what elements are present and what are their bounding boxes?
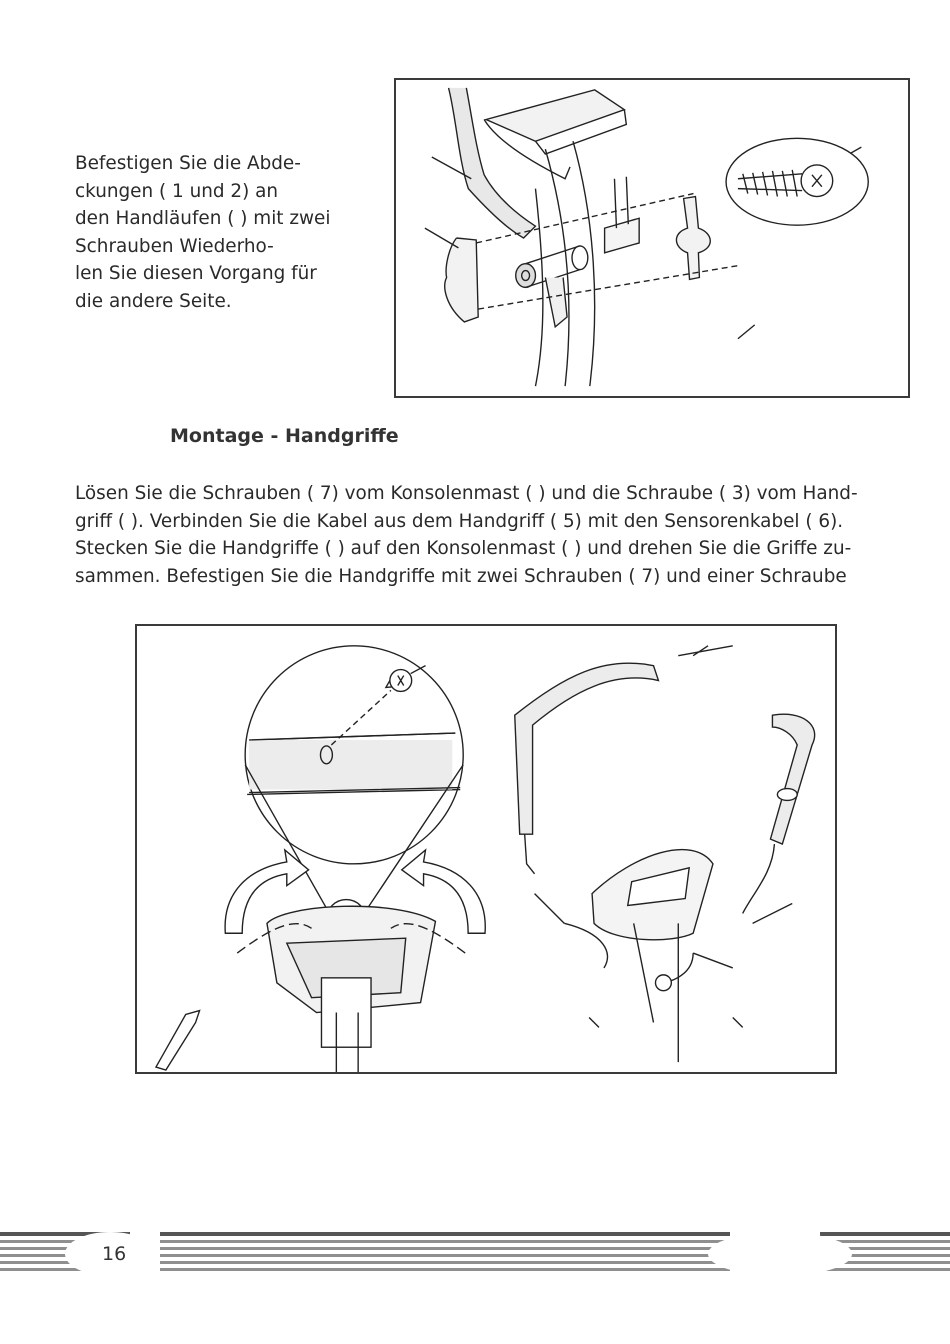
section-heading: Montage - Handgriffe: [170, 425, 399, 447]
text-line: griff ( ). Verbinden Sie die Kabel aus dem Handgriff ( 5) mit den Sensorenkabel ( 6).: [75, 510, 844, 532]
instruction-text-handles: [75, 480, 870, 590]
text-line: Lösen Sie die Schrauben ( 7) vom Konsolenmast ( ) und die Schraube ( 3) vom Hand-: [75, 483, 858, 504]
text-line: sammen. Befestigen Sie die Handgriffe mit zwei Schrauben ( 7) und einer Schraube: [75, 565, 847, 587]
text-line: Schrauben Wiederho-: [75, 235, 274, 257]
text-line: Stecken Sie die Handgriffe ( ) auf den Konsolenmast ( ) und drehen Sie die Griffe zu-: [75, 538, 852, 559]
text-line: den Handläufen ( ) mit zwei: [75, 208, 331, 229]
text-line: ckungen ( 1 und 2) an: [75, 180, 279, 202]
text-line: Befestigen Sie die Abde-: [75, 153, 301, 174]
text-line: len Sie diesen Vorgang für: [75, 263, 317, 284]
text-line: die andere Seite.: [75, 290, 232, 312]
footer-stripes: [0, 1228, 950, 1283]
handle-assembly-illustration: [135, 624, 837, 1074]
page-footer: [0, 1228, 950, 1283]
cover-assembly-illustration: [394, 78, 910, 398]
handle-assembly-drawing: [137, 626, 835, 1072]
page-number: 16: [102, 1243, 127, 1265]
instruction-text-covers: [75, 150, 337, 315]
cover-assembly-drawing: [396, 80, 908, 396]
